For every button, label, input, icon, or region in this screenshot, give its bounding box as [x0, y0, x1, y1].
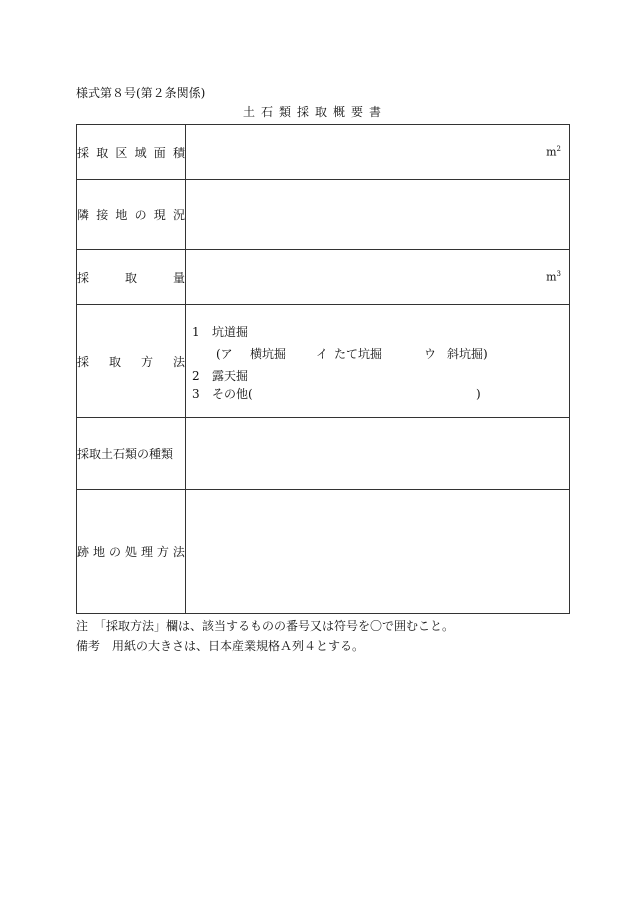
label-method [77, 305, 186, 418]
method-option-1 [192, 321, 569, 343]
label-char: 取 [96, 145, 109, 160]
table-row-restoration [77, 490, 570, 614]
label-kind [77, 418, 186, 490]
label-kind-text: 採取土石類の種類 [77, 447, 174, 461]
method-sub-u-label: ウ [424, 347, 437, 361]
label-char: 取 [124, 270, 137, 285]
value-area[interactable] [186, 125, 570, 180]
label-char: 処 [124, 545, 137, 559]
label-char: 取 [108, 354, 121, 369]
label-char: 跡 [77, 545, 90, 559]
form-number: 様式第８号(第２条関係) [76, 86, 206, 100]
value-amount[interactable] [186, 250, 570, 305]
method-sub-open: (ア [216, 347, 233, 361]
method-options-list [186, 321, 569, 401]
method-sub-u-text: 斜坑掘) [447, 347, 488, 361]
method-sub-i-text: たて坑掘 [334, 347, 383, 361]
label-char: 区 [115, 145, 128, 160]
value-restoration[interactable] [186, 490, 570, 614]
method-option-3-close: ) [476, 387, 481, 401]
method-sub-a-text: 横坑掘 [250, 347, 287, 361]
table-row-amount [77, 250, 570, 305]
label-char: 法 [172, 354, 185, 369]
label-char: 方 [140, 354, 153, 369]
method-option-3-number: 3 [192, 387, 200, 401]
table-row-area [77, 125, 570, 180]
label-method-text [77, 353, 185, 370]
label-char: 隣 [77, 208, 90, 222]
method-option-1-text: 坑道掘 [212, 325, 249, 339]
label-char: 地 [92, 545, 105, 559]
value-neighbor[interactable] [186, 180, 570, 250]
table-row-neighbor [77, 180, 570, 250]
label-restoration [77, 490, 186, 614]
value-method[interactable] [186, 305, 570, 418]
value-kind[interactable] [186, 418, 570, 490]
unit-cubic-meter: $m^3$ [546, 270, 561, 284]
label-char: 地 [115, 208, 128, 222]
label-char: 理 [140, 545, 153, 559]
label-char: 採 [77, 145, 90, 160]
label-char: 面 [153, 145, 166, 160]
label-char: の [108, 545, 121, 559]
method-option-3 [192, 383, 569, 401]
label-char: 接 [96, 208, 109, 222]
label-char: の [134, 208, 147, 222]
table-row-kind [77, 418, 570, 490]
label-char: 積 [172, 145, 185, 160]
label-char: 現 [153, 208, 166, 222]
label-char: 採 [77, 354, 90, 369]
label-neighbor [77, 180, 186, 250]
note-method-instruction: 注 「採取方法」欄は、該当するものの番号又は符号を〇で囲むこと。 [76, 619, 455, 633]
method-option-3-text: その他( [212, 387, 253, 401]
form-table [76, 124, 570, 614]
note-paper-size: 備考 用紙の大きさは、日本産業規格Ａ列４とする。 [76, 639, 365, 653]
label-area [77, 125, 186, 180]
label-area-text [77, 144, 185, 161]
method-option-2-text: 露天掘 [212, 369, 249, 383]
label-char: 量 [172, 270, 185, 285]
method-option-1-number: 1 [192, 325, 200, 339]
label-amount-text [77, 269, 185, 286]
label-restoration-text [77, 543, 185, 560]
label-amount [77, 250, 186, 305]
method-option-2-number: 2 [192, 369, 200, 383]
label-char: 況 [172, 208, 185, 222]
form-title: 土石類採取概要書 [242, 105, 387, 119]
label-char: 域 [134, 145, 147, 160]
label-neighbor-text [77, 206, 185, 223]
method-option-2 [192, 365, 569, 383]
label-char: 採 [77, 270, 90, 285]
label-char: 法 [172, 545, 185, 559]
method-sub-i-label: イ [316, 347, 329, 361]
unit-square-meter: $m^2$ [546, 145, 561, 159]
label-char: 方 [156, 545, 169, 559]
method-sub-options [192, 343, 569, 365]
table-row-method [77, 305, 570, 418]
